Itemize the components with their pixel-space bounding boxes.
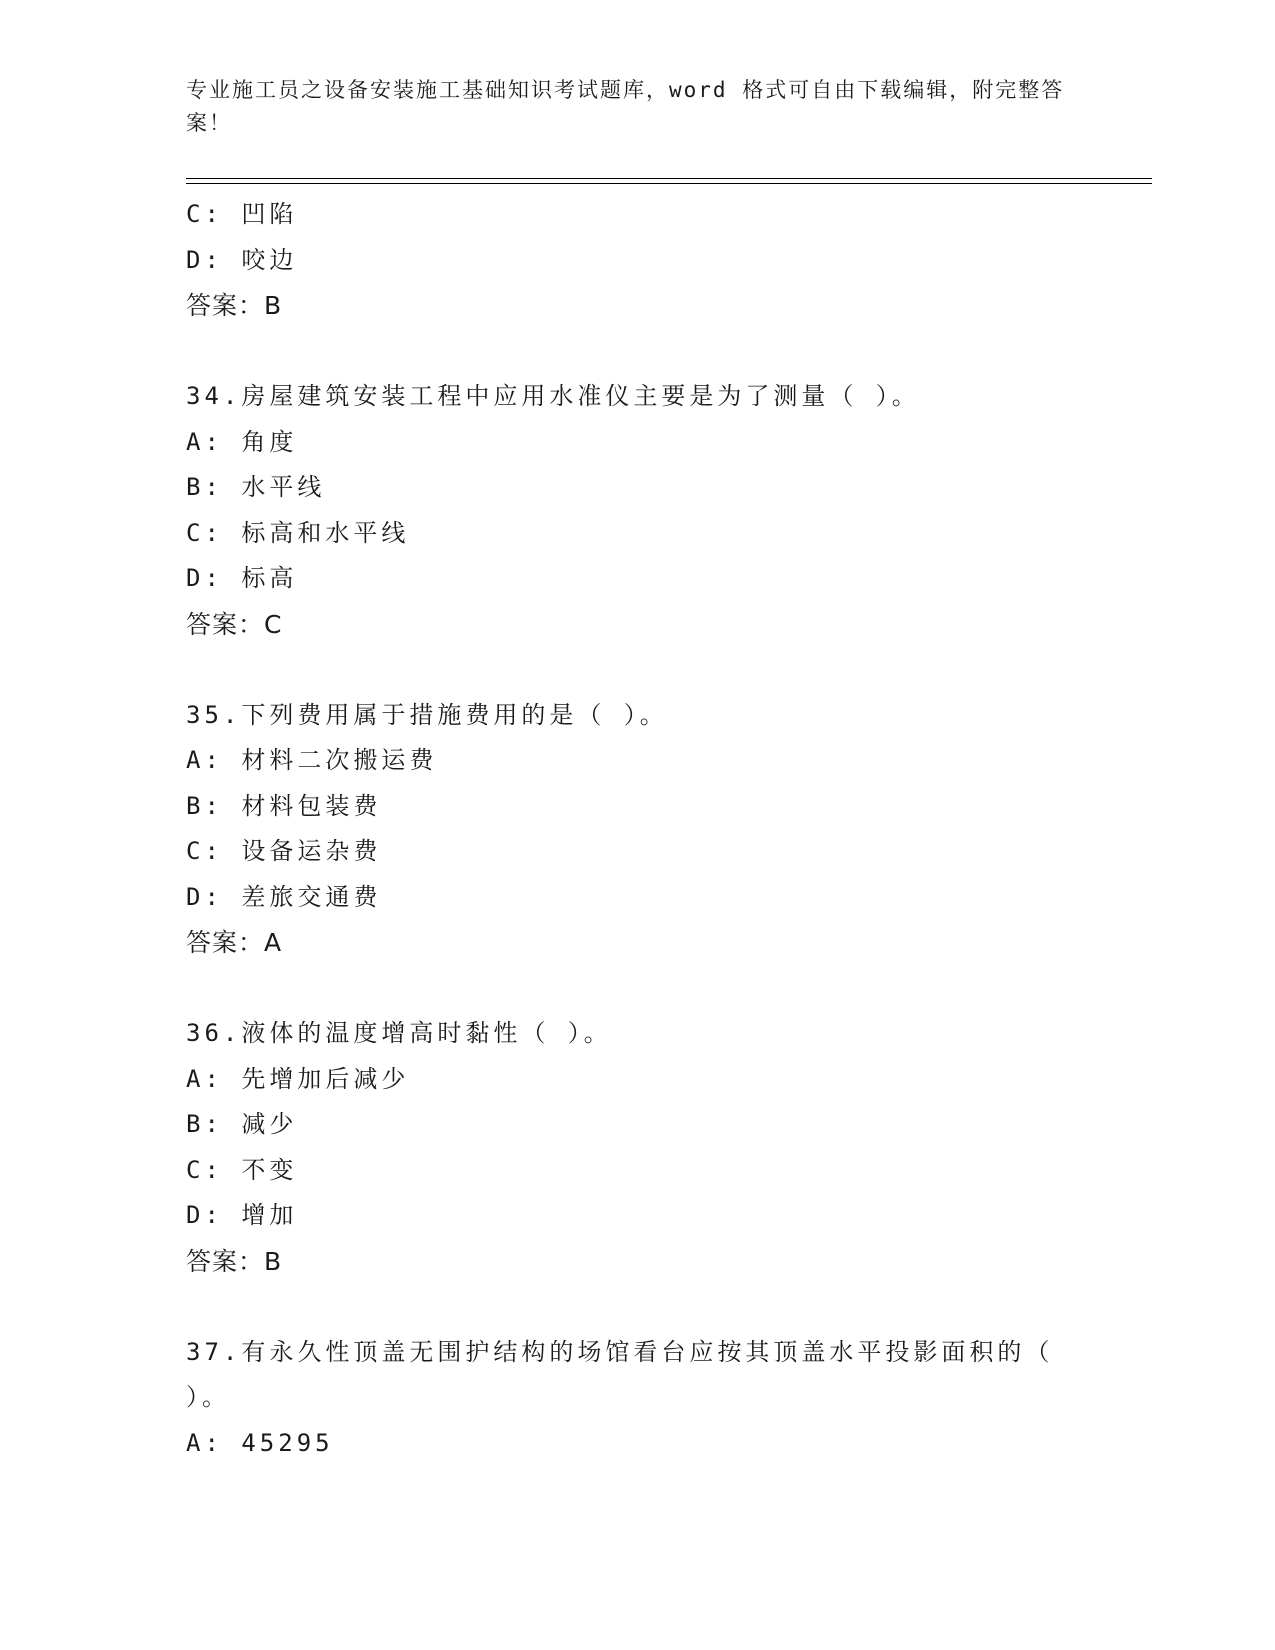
option-a: A: 45295 [186,1428,334,1457]
question-37 [186,1330,1086,1467]
option-c: C: 凹陷 [186,200,298,228]
question-fragment [186,192,1086,329]
spacer [186,966,1086,1012]
option-c: C: 不变 [186,1155,298,1184]
header-rule-top [186,178,1152,179]
option-d: D: 差旅交通费 [186,882,382,911]
spacer [186,329,1086,375]
question-list [186,192,1086,1466]
answer-line: 答案：C [186,609,283,639]
question-35 [186,693,1086,966]
question-stem: 35.下列费用属于措施费用的是（ ）。 [186,700,668,729]
option-c: C: 标高和水平线 [186,518,410,547]
option-b: B: 水平线 [186,473,326,501]
question-stem: 36.液体的温度增高时黏性（ ）。 [186,1019,612,1047]
spacer [186,1284,1086,1330]
option-a: A: 先增加后减少 [186,1064,410,1093]
option-d: D: 标高 [186,564,298,592]
answer-line: 答案：A [186,928,283,957]
document-header [186,74,1066,140]
answer-line: 答案：B [186,291,283,320]
option-a: A: 角度 [186,427,298,456]
option-b: B: 减少 [186,1110,298,1138]
question-34 [186,374,1086,647]
option-d: D: 增加 [186,1201,298,1229]
answer-line: 答案：B [186,1246,283,1276]
option-b: B: 材料包装费 [186,791,382,820]
question-stem: 34.房屋建筑安装工程中应用水准仪主要是为了测量（ ）。 [186,382,920,410]
header-title: 专业施工员之设备安装施工基础知识考试题库，word 格式可自由下载编辑，附完整答案！ [186,78,1065,135]
option-c: C: 设备运杂费 [186,837,382,865]
option-d: D: 咬边 [186,245,298,274]
question-36 [186,1011,1086,1284]
option-a: A: 材料二次搬运费 [186,746,438,774]
header-rule-bottom [186,183,1152,184]
spacer [186,647,1086,693]
question-stem: 37.有永久性顶盖无围护结构的场馆看台应按其顶盖水平投影面积的（ ）。 [186,1337,1054,1411]
